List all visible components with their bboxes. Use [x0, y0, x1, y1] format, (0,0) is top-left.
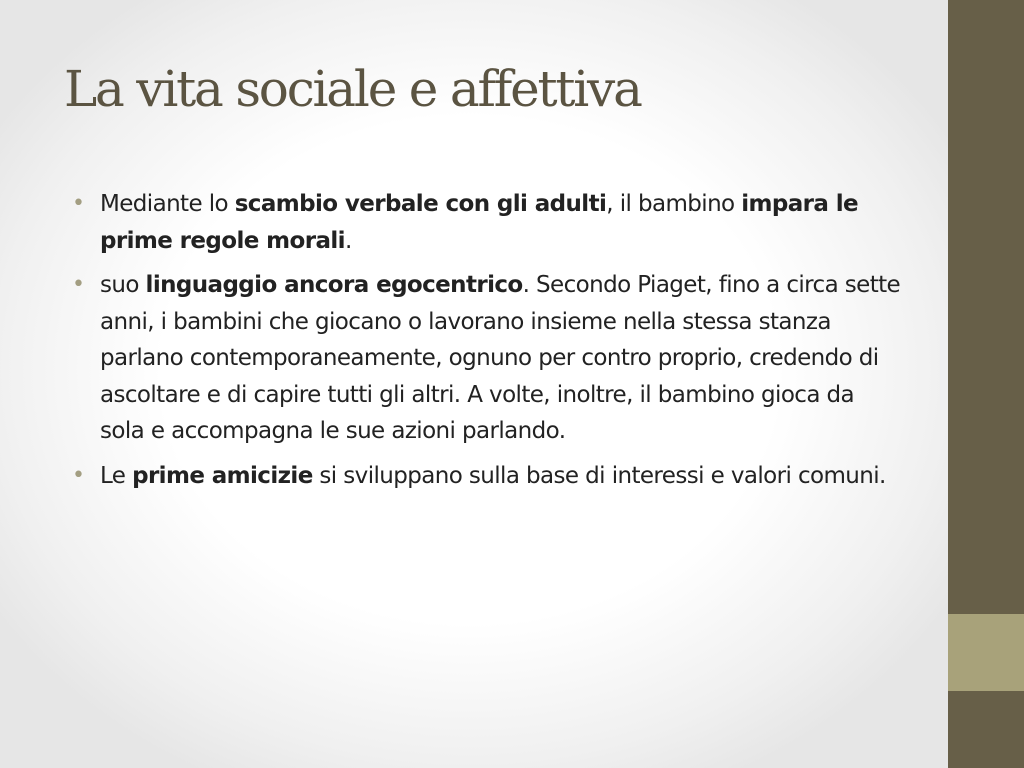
bullet-text-bold: linguaggio ancora egocentrico — [145, 272, 523, 298]
bullet-item — [72, 267, 902, 450]
bullet-text-segment: . — [344, 227, 352, 254]
bullet-text-segment: Le — [100, 462, 133, 489]
bullet-text-bold: impara le prime regole morali — [100, 191, 859, 254]
bullet-item — [72, 186, 902, 259]
bullet-text-segment: . Secondo Piaget, fino a circa sette anni, i bambini che giocano o lavorano insieme nella stessa stanza parlano contemporaneamente, ognuno per contro proprio, credendo di ascoltare e di capire tutti gli altri. A volte, inoltre, il bambino gioca da sola e accompagna le sue azioni parlando. — [100, 272, 901, 444]
bullet-text-segment: , il bambino — [606, 191, 742, 217]
bullet-item — [72, 458, 902, 495]
bullet-marker: • — [72, 462, 85, 488]
slide-title: La vita sociale e affettiva — [64, 60, 641, 118]
bullet-text-segment: si sviluppano sulla base di interessi e valori comuni. — [312, 462, 886, 489]
bullet-text-bold: prime amicizie — [132, 462, 313, 489]
sidebar-accent-block — [948, 614, 1024, 691]
bullet-list — [72, 186, 902, 502]
bullet-text-segment: Mediante lo — [100, 191, 235, 217]
bullet-text-bold: scambio verbale con gli adulti — [234, 191, 607, 217]
bullet-marker: • — [72, 272, 85, 297]
bullet-text-segment: suo — [100, 272, 146, 298]
bullet-marker: • — [72, 191, 85, 216]
